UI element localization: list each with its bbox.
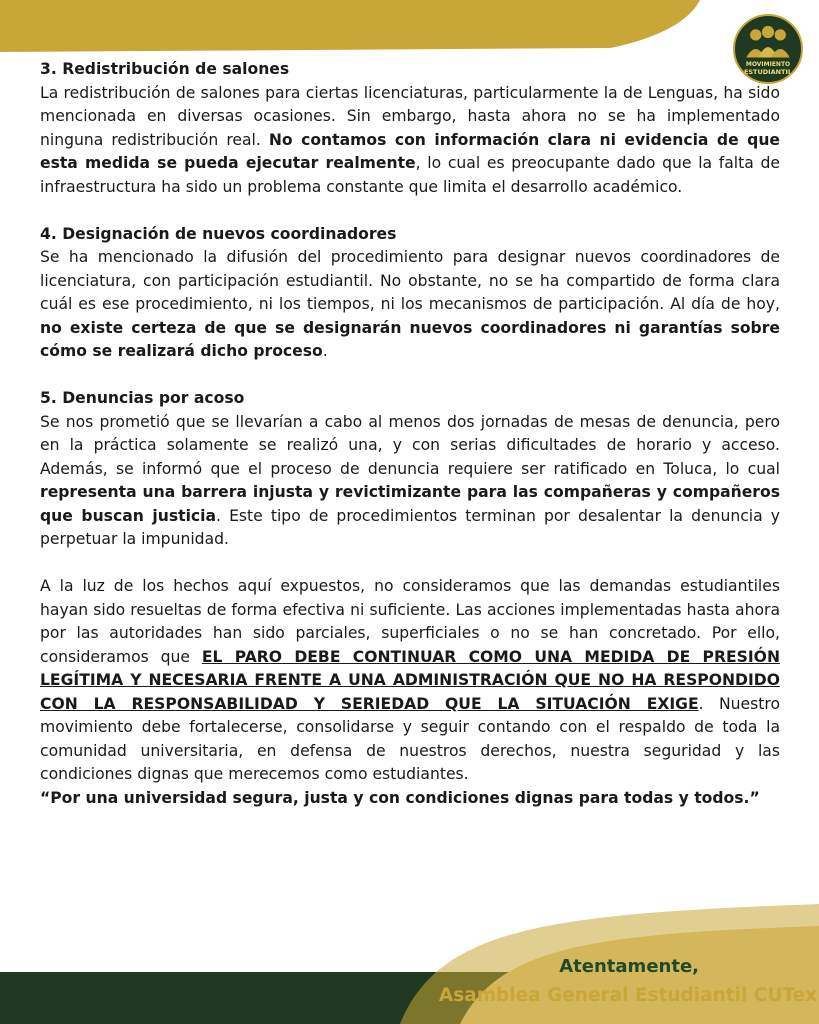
document-body <box>40 58 780 810</box>
section-paragraph <box>40 82 780 200</box>
section-coordinadores <box>40 223 780 364</box>
paragraph-text: La redistribución de salones para ciertas licenciaturas, particularmente la de Lenguas, ha sido mencionada en diversas ocasiones. Sin embargo, hasta ahora no se ha implementado ninguna redistribución real. <box>40 83 780 149</box>
logo-text-line2: ESTUDIANTIL <box>743 68 793 76</box>
top-decorative-band <box>0 0 819 60</box>
closing-quote: “Por una universidad segura, justa y con condiciones dignas para todas y todos.” <box>40 788 760 807</box>
paragraph-text: A la luz de los hechos aquí expuestos, no consideramos que las demandas estudiantiles hayan sido resueltas de forma efectiva ni suficiente. Las acciones implementadas hasta ahora por las autoridades han sido parciales, superficiales o no se han concretado. Por ello, consideramos que <box>40 577 780 666</box>
section-heading: 5. Denuncias por acoso <box>40 389 245 407</box>
logo-text-line1: MOVIMIENTO <box>745 61 791 68</box>
section-heading: 3. Redistribución de salones <box>40 60 290 78</box>
paragraph-text: Se nos prometió que se llevarían a cabo al menos dos jornadas de mesas de denuncia, pero en la práctica solamente se realizó una, y con serias dificultades de horario y acceso. Además, se informó que el proceso de denuncia requiere ser ratificado en Toluca, lo cual <box>40 412 780 478</box>
paragraph-underlined-bold-text: EL PARO DEBE CONTINUAR COMO UNA MEDIDA DE PRESIÓN LEGÍTIMA Y NECESARIA FRENTE A UNA ADMINISTRACIÓN QUE NO HA RESPONDIDO CON LA RESPONSABILIDAD Y SERIEDAD QUE LA SITUACIÓN EXIGE <box>40 647 780 713</box>
paragraph-text: . <box>322 342 328 360</box>
section-denuncias <box>40 387 780 552</box>
section-paragraph <box>40 246 780 364</box>
paragraph-bold-text: representa una barrera injusta y revictimizante para las compañeras y compañeros que buscan justicia <box>40 483 780 525</box>
paragraph-text: . Este tipo de procedimientos terminan por desalentar la denuncia y perpetuar la impunidad. <box>40 506 781 548</box>
signature-organization: Asamblea General Estudiantil CUTex <box>438 985 817 1006</box>
section-paragraph <box>40 411 780 552</box>
paragraph-bold-text: no existe certeza de que se designarán nuevos coordinadores ni garantías sobre cómo se realizará dicho proceso <box>40 318 780 360</box>
paragraph-text: , lo cual es preocupante dado que la falta de infraestructura ha sido un problema constante que limita el desarrollo académico. <box>40 154 780 196</box>
signature-salutation: Atentamente, <box>559 956 699 977</box>
paragraph-text: . Nuestro movimiento debe fortalecerse, consolidarse y seguir contando con el respaldo de toda la comunidad universitaria, en defensa de nuestros derechos, nuestra seguridad y las condiciones dignas que merecemos como estudiantes. <box>40 694 780 783</box>
conclusion-paragraph <box>40 575 780 787</box>
section-redistribucion <box>40 58 780 199</box>
section-heading: 4. Designación de nuevos coordinadores <box>40 224 397 243</box>
paragraph-text: Se ha mencionado la difusión del procedimiento para designar nuevos coordinadores de licenciatura, con participación estudiantil. No obstante, no se ha compartido de forma clara cuál es ese procedimiento, ni los tiempos, ni los mecanismos de participación. Al día de hoy, <box>40 248 780 313</box>
paragraph-bold-text: No contamos con información clara ni evidencia de que esta medida se pueda ejecutar realmente <box>40 130 780 172</box>
